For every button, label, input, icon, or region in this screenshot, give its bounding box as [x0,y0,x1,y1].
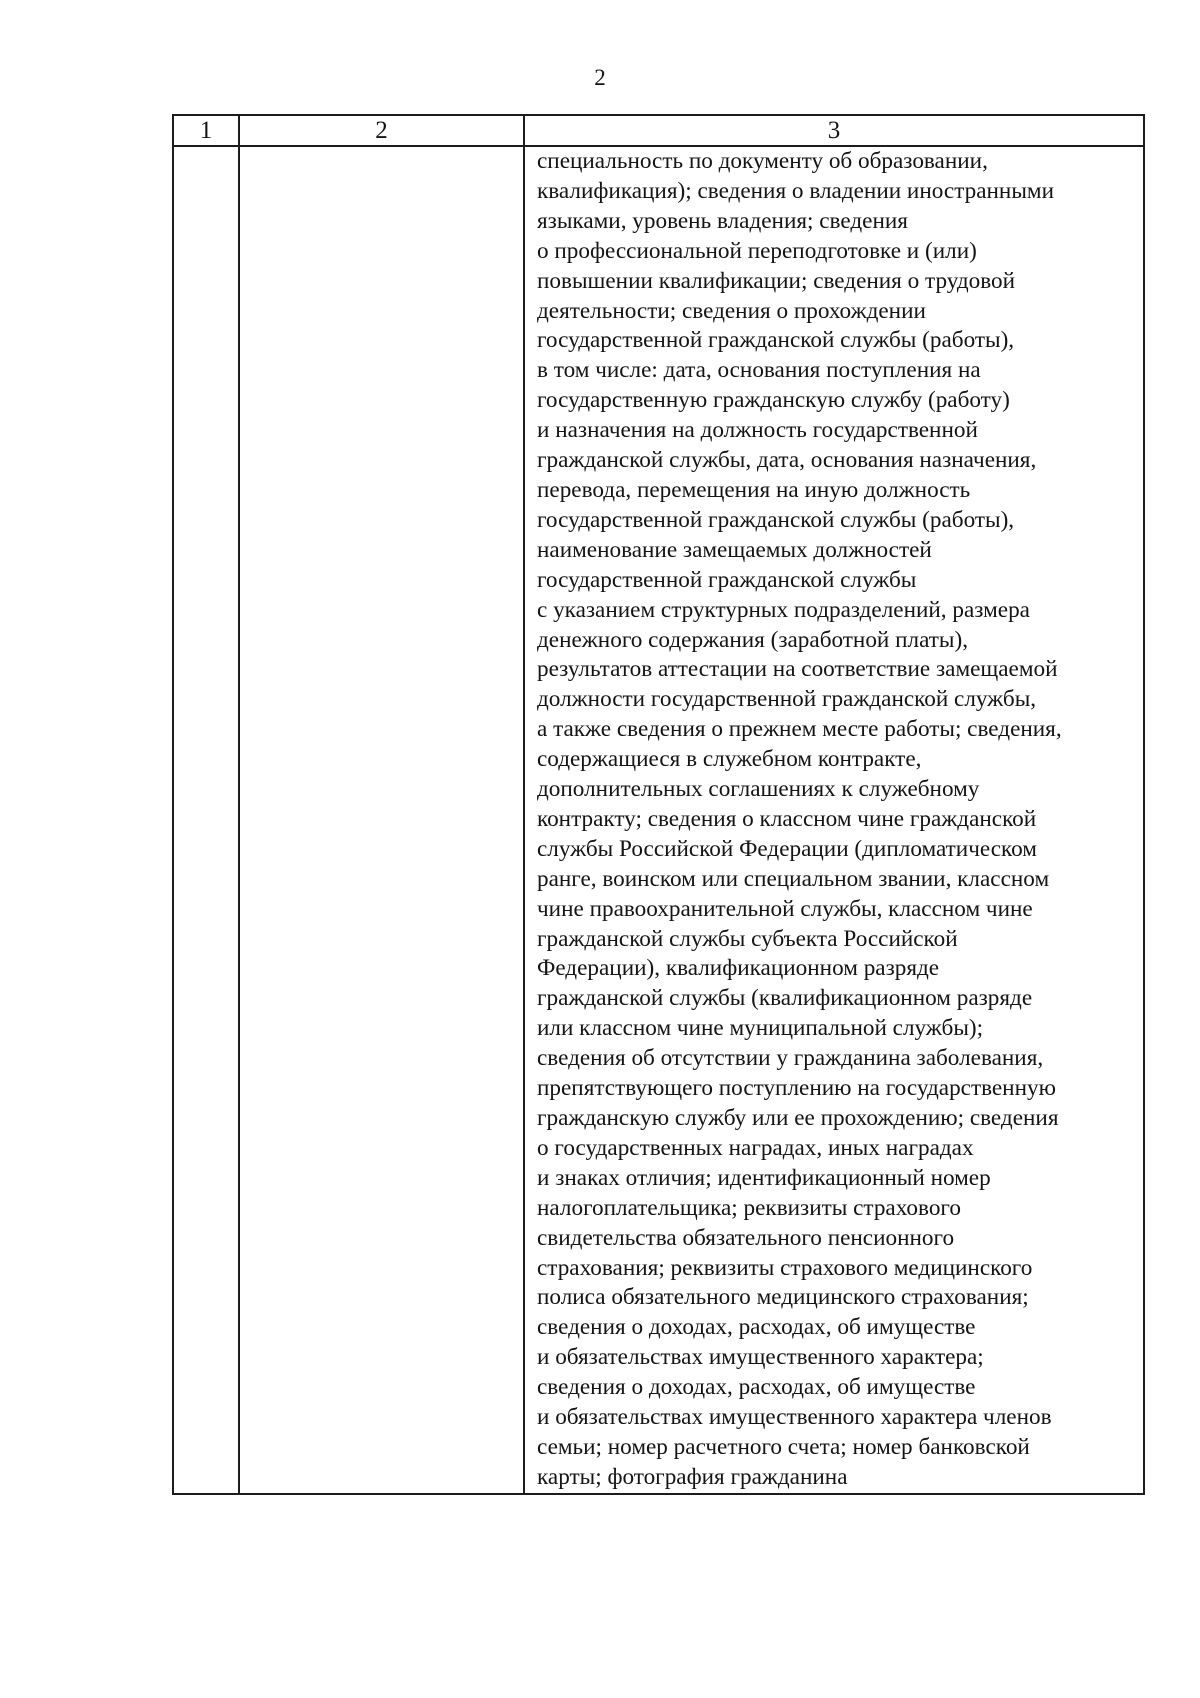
text-line: чине правоохранительной службы, классном чине [537,895,1033,922]
text-line: или классном чине муниципальной службы); [537,1015,984,1042]
text-line: гражданской службы субъекта Российской [537,925,958,952]
text-line: карты; фотография гражданина [537,1463,848,1490]
header-cell-3: 3 [524,115,1144,146]
text-line: семьи; номер расчетного счета; номер банковской [537,1433,1030,1460]
text-line: гражданскую службу или ее прохождению; сведения [537,1105,1059,1131]
text-line: службы Российской Федерации (дипломатическом [537,835,1037,862]
text-line: препятствующего поступлению на государственную [537,1075,1056,1102]
text-line: с указанием структурных подразделений, размера [537,596,1030,623]
text-line: и обязательствах имущественного характера членов [537,1404,1052,1431]
text-line: сведения о доходах, расходах, об имуществе [537,1374,976,1401]
page-number: 2 [594,65,606,90]
text-line: и назначения на должность государственной [537,417,978,444]
text-line: а также сведения о прежнем месте работы; сведения, [537,716,1062,743]
text-line: свидетельства обязательного пенсионного [537,1224,955,1251]
table-header-row [173,115,1144,146]
text-line: должности государственной гражданской службы, [537,686,1037,713]
table-row [173,146,1144,1494]
cell-col-3 [524,146,1144,1494]
text-line: Федерации), квалификационном разряде [537,955,940,982]
text-line: государственной гражданской службы (работы), [537,327,1015,354]
text-line: денежного содержания (заработной платы), [537,626,969,653]
text-line: налогоплательщика; реквизиты страхового [537,1194,961,1221]
text-line: языками, уровень владения; сведения [537,207,908,234]
text-line: гражданской службы, дата, основания назначения, [537,447,1037,474]
text-line: квалификация); сведения о владении иностранными [537,177,1054,204]
text-line: страхования; реквизиты страхового медицинского [537,1254,1033,1281]
text-line: дополнительных соглашениях к служебному [537,776,980,803]
text-line: сведения о доходах, расходах, об имуществе [537,1314,976,1341]
text-line: о профессиональной переподготовке и (или) [537,237,977,264]
text-line: результатов аттестации на соответствие замещаемой [537,656,1058,683]
header-cell-1: 1 [173,115,239,146]
text-line: государственную гражданскую службу (работу) [537,387,1010,414]
text-line: и обязательствах имущественного характера; [537,1344,984,1371]
text-line: деятельности; сведения о прохождении [537,297,926,324]
text-line: и знаках отличия; идентификационный номер [537,1164,991,1191]
text-line: контракту; сведения о классном чине гражданской [537,805,1037,832]
text-line: государственной гражданской службы [537,566,917,593]
text-line: сведения об отсутствии у гражданина заболевания, [537,1045,1044,1072]
text-line: наименование замещаемых должностей [537,536,932,563]
text-line: повышении квалификации; сведения о трудовой [537,267,1016,294]
text-line: ранге, воинском или специальном звании, классном [537,865,1050,892]
text-line: перевода, перемещения на иную должность [537,476,971,503]
text-line: полиса обязательного медицинского страхования; [537,1284,1029,1311]
text-line: в том числе: дата, основания поступления на [537,357,981,384]
header-cell-2: 2 [239,115,524,146]
text-line: государственной гражданской службы (работы), [537,506,1015,533]
data-table [172,114,1145,1495]
cell-col-2 [239,146,524,1494]
cell-col-1 [173,146,239,1494]
text-line: гражданской службы (квалификационном разряде [537,985,1033,1012]
text-line: специальность по документу об образовании, [537,148,988,174]
text-line: о государственных наградах, иных наградах [537,1134,974,1161]
text-line: содержащиеся в служебном контракте, [537,746,922,773]
